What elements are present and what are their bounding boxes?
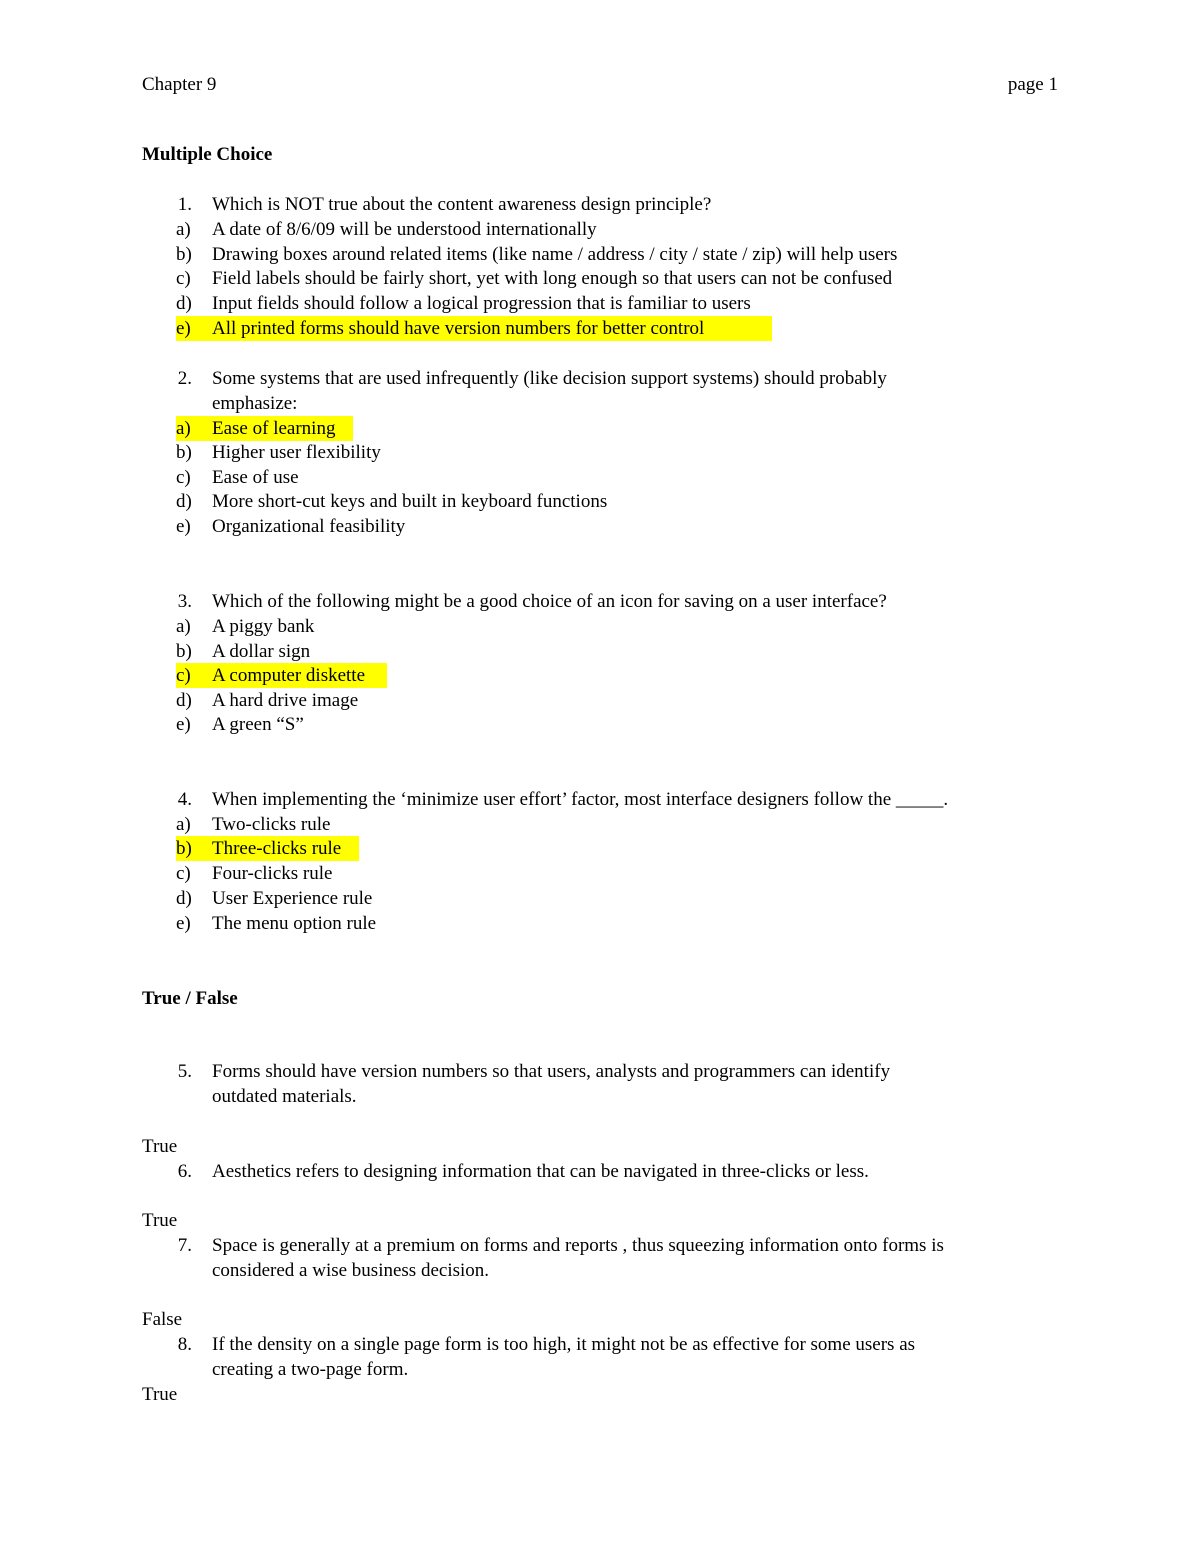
question-text: Which of the following might be a good choice of an icon for saving on a user interface? (212, 591, 887, 612)
question-text: Forms should have version numbers so that users, analysts and programmers can identify (212, 1061, 891, 1082)
option-text: Ease of use (212, 467, 299, 488)
option-text: Three-clicks rule (212, 838, 342, 859)
true-false-heading: True / False (142, 988, 238, 1009)
option-letter: d) (176, 293, 192, 314)
option-text: A date of 8/6/09 will be understood internationally (212, 219, 597, 240)
option-text: Field labels should be fairly short, yet with long enough so that users can not be confused (212, 268, 893, 289)
option-letter: c) (176, 863, 191, 884)
question-number: 4. (177, 789, 192, 810)
question-text: If the density on a single page form is too high, it might not be as effective for some users as (212, 1334, 916, 1355)
question-text: Space is generally at a premium on forms and reports , thus squeezing information onto forms is (212, 1235, 944, 1256)
q7-answer: False (142, 1309, 183, 1330)
question-text: Which is NOT true about the content awareness design principle? (212, 194, 712, 215)
question-text: outdated materials. (212, 1086, 357, 1107)
option-letter: b) (176, 244, 192, 265)
option-text: Higher user flexibility (212, 442, 381, 463)
option-letter: a) (176, 616, 191, 637)
question-number: 2. (177, 368, 192, 389)
page-number: page 1 (1007, 74, 1058, 95)
option-letter: d) (176, 888, 192, 909)
question-text: Aesthetics refers to designing information that can be navigated in three-clicks or less. (212, 1161, 869, 1182)
option-text: Ease of learning (212, 418, 336, 439)
option-text: Four-clicks rule (212, 863, 333, 884)
option-letter: e) (176, 318, 191, 339)
option-text: More short-cut keys and built in keyboard functions (212, 491, 608, 512)
option-text: Input fields should follow a logical progression that is familiar to users (212, 293, 751, 314)
question-number: 3. (177, 591, 192, 612)
option-letter: c) (176, 268, 191, 289)
option-letter: b) (176, 838, 192, 859)
option-text: A hard drive image (212, 690, 359, 711)
question-text: creating a two-page form. (212, 1359, 409, 1380)
multiple-choice-heading: Multiple Choice (142, 144, 273, 165)
option-letter: b) (176, 442, 192, 463)
option-text: User Experience rule (212, 888, 373, 909)
chapter-header: Chapter 9 (142, 74, 217, 95)
q5-answer: True (142, 1136, 178, 1157)
q8-answer: True (142, 1384, 178, 1405)
question-text: Some systems that are used infrequently (like decision support systems) should probably (212, 368, 887, 389)
option-text: A green “S” (212, 714, 304, 735)
option-text: A piggy bank (212, 616, 315, 637)
question-text: considered a wise business decision. (212, 1260, 490, 1281)
question-number: 6. (177, 1161, 192, 1182)
question-number: 5. (177, 1061, 192, 1082)
option-text: Two-clicks rule (212, 814, 331, 835)
option-text: A computer diskette (212, 665, 366, 686)
option-letter: c) (176, 467, 191, 488)
option-letter: d) (176, 690, 192, 711)
option-letter: a) (176, 219, 191, 240)
question-text: When implementing the ‘minimize user effort’ factor, most interface designers follow the _____. (212, 789, 949, 810)
option-text: Organizational feasibility (212, 516, 406, 537)
option-letter: e) (176, 516, 191, 537)
question-number: 7. (177, 1235, 192, 1256)
option-letter: e) (176, 913, 191, 934)
option-letter: c) (176, 665, 191, 686)
option-text: The menu option rule (212, 913, 377, 934)
option-text: All printed forms should have version numbers for better control (212, 318, 705, 339)
option-letter: a) (176, 418, 191, 439)
option-letter: e) (176, 714, 191, 735)
q6-answer: True (142, 1210, 178, 1231)
option-text: Drawing boxes around related items (like name / address / city / state / zip) will help users (212, 244, 898, 265)
option-letter: d) (176, 491, 192, 512)
option-text: A dollar sign (212, 641, 311, 662)
question-number: 1. (177, 194, 192, 215)
option-letter: b) (176, 641, 192, 662)
question-number: 8. (177, 1334, 192, 1355)
question-text: emphasize: (212, 393, 298, 414)
option-letter: a) (176, 814, 191, 835)
